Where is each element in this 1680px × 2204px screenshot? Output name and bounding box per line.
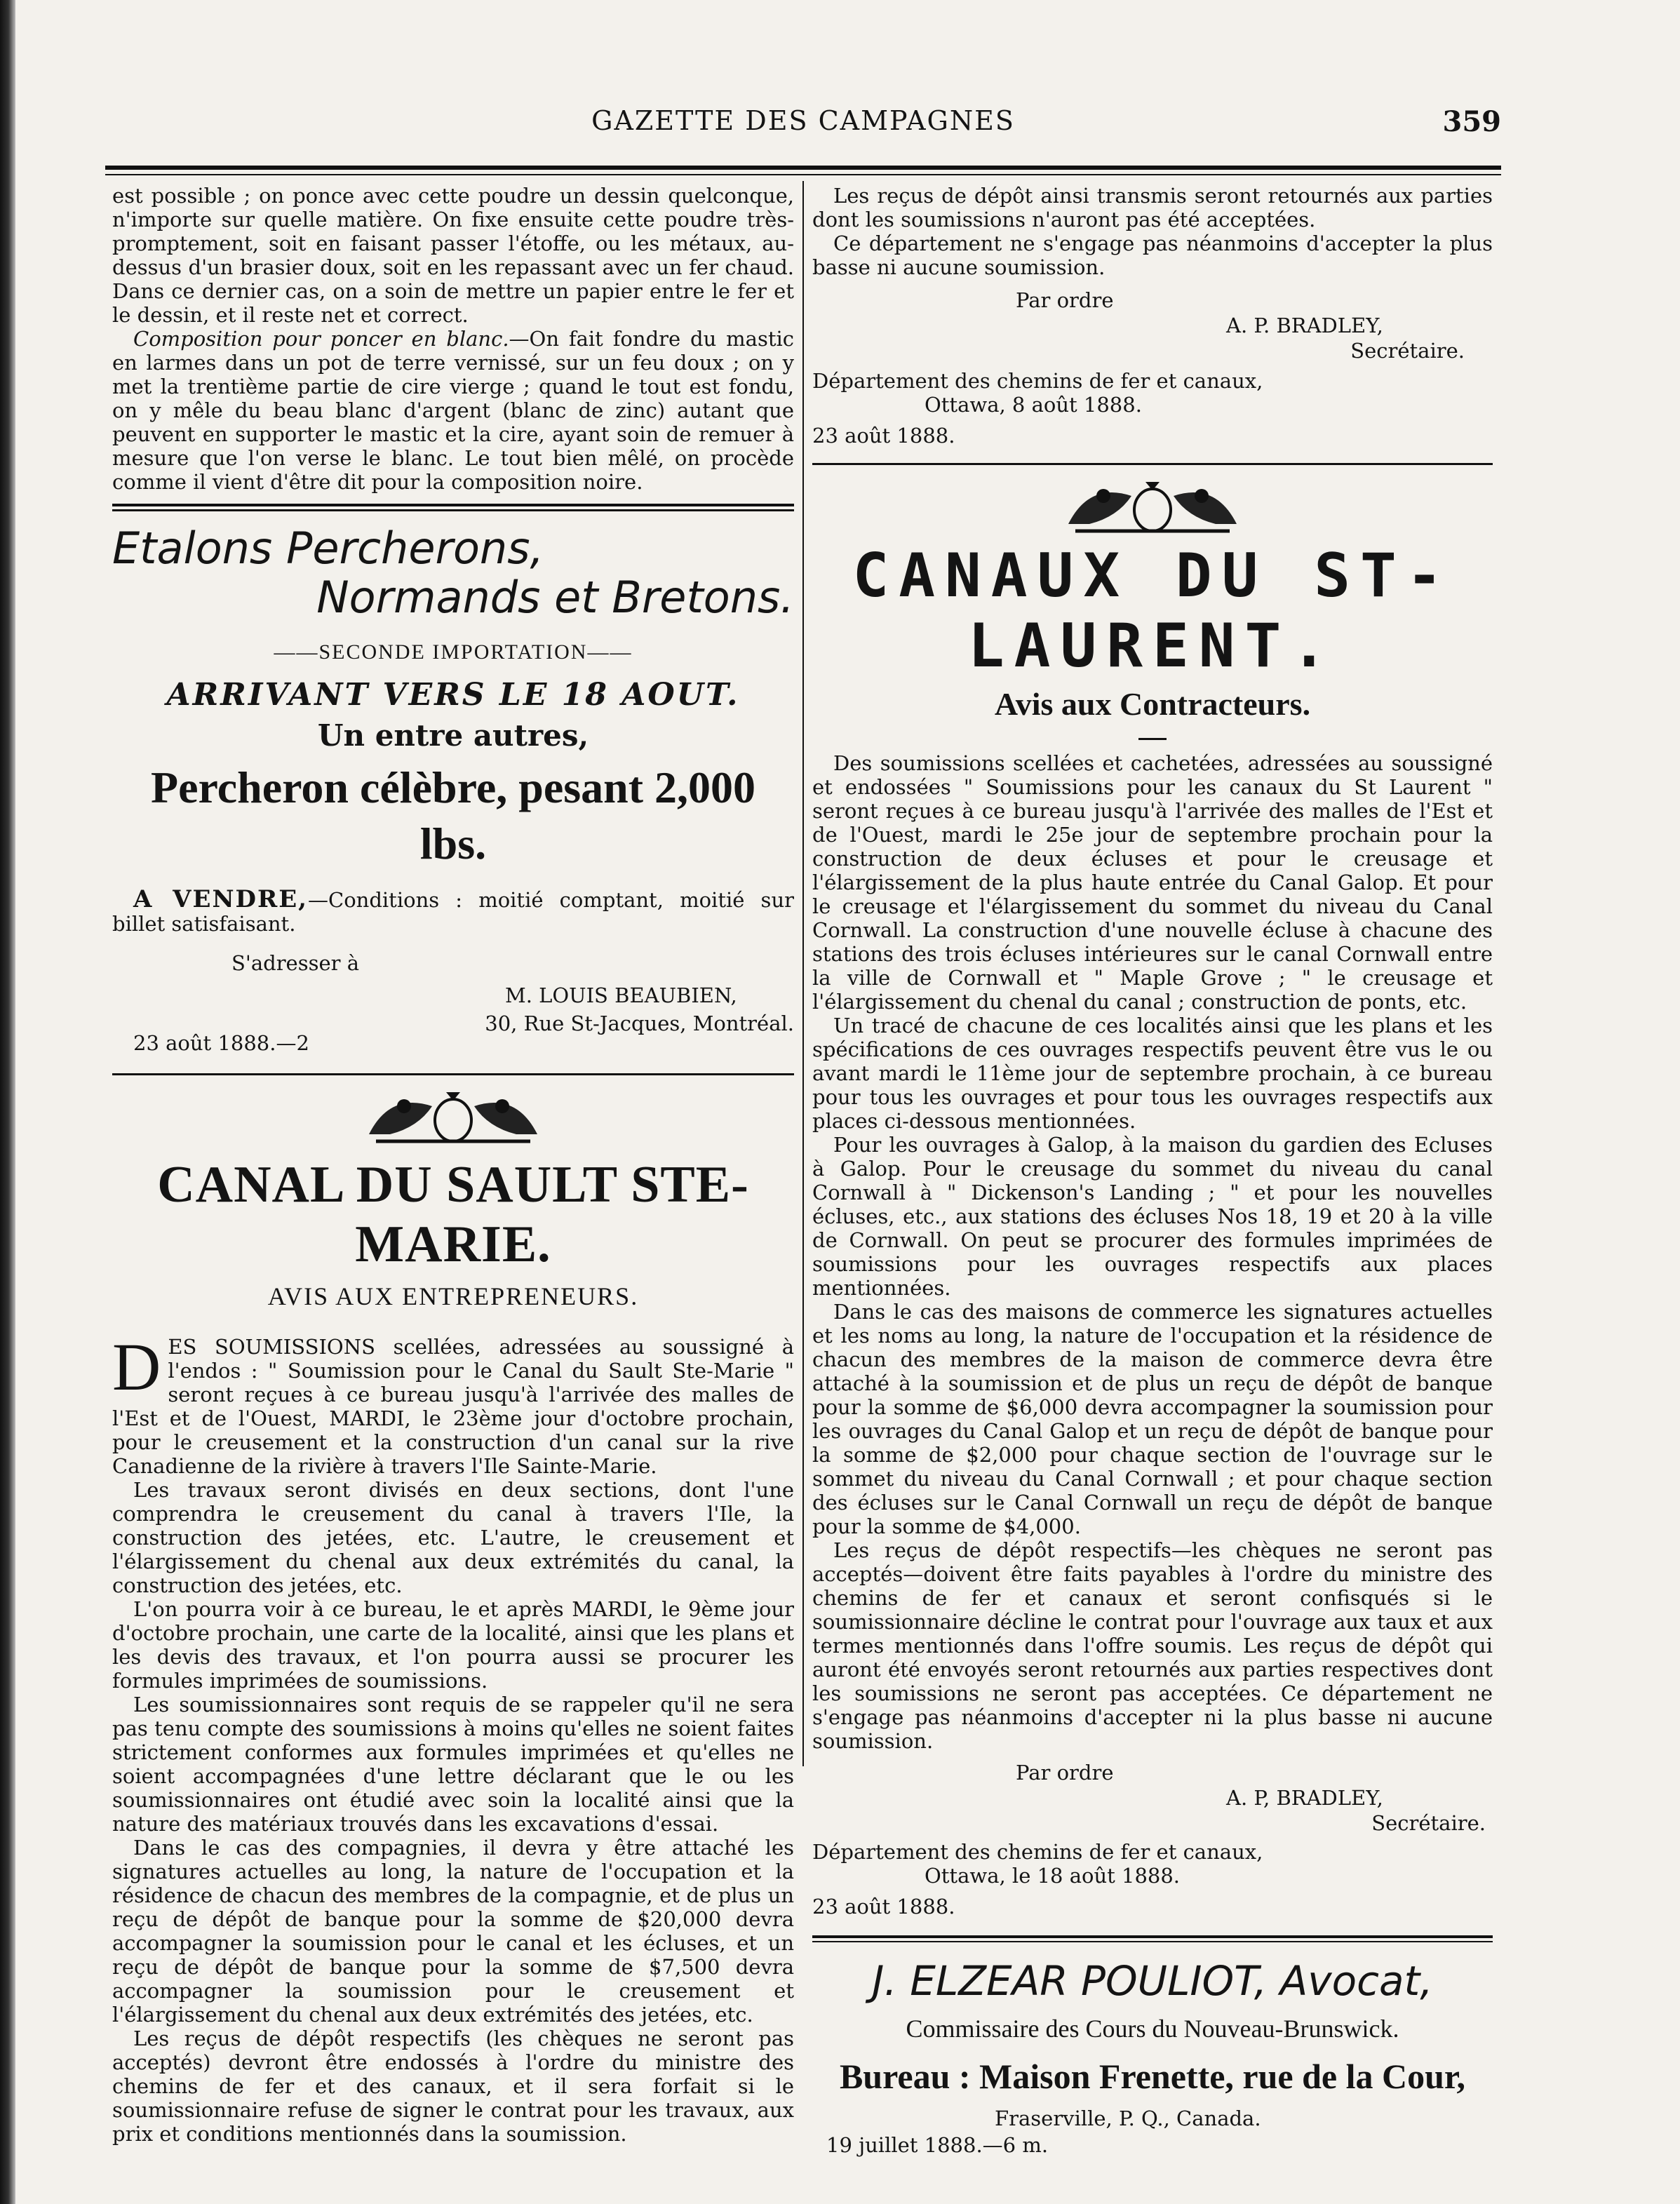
- section-rule-4-thin: [812, 1941, 1493, 1942]
- top-notice-par-ordre: Par ordre: [1016, 288, 1114, 312]
- top-notice-place-date: Ottawa, 8 août 1888.: [925, 393, 1142, 417]
- left-column: [112, 184, 794, 2204]
- canaux-paragraph-5: Les reçus de dépôt respectifs—les chèques ne seront pas acceptés—doivent être faits payables à l'ordre du ministre des chemins de fer et canaux et seront confisqués si le soumissionnaire décline le contrat pour l'ouvrage aux taux et aux termes mentionnés dans l'offre soumis. Les reçus de dépôt qui auront été envoyés seront retournés aux parties respectives dont les soumissions ne seront pas acceptées. Ce département ne s'engage pas néanmoins d'accepter ni la plus basse ni aucune soumission.: [812, 1538, 1493, 1753]
- canaux-par-ordre: Par ordre: [1016, 1761, 1114, 1785]
- pouliot-bureau: Bureau : Maison Frenette, rue de la Cour,: [839, 2057, 1466, 2096]
- canaux-short-rule: [1138, 738, 1167, 740]
- top-notice-paragraph-1: Les reçus de dépôt ainsi transmis seront retournés aux parties dont les soumissions n'auront pas été acceptées.: [812, 184, 1493, 231]
- canal-paragraph-4: Les soumissionnaires sont requis de se rappeler qu'il ne sera pas tenu compte des soumissions à moins qu'elles ne soient faites strictement conformes aux formules imprimées et qu'elles ne soient accompagnées d'une lettre déclarant que le ou les soumissionnaires ont étudié avec soin la localité ainsi que la nature des matériaux trouvés dans les excavations d'essai.: [112, 1693, 794, 1836]
- canaux-subtitle: Avis aux Contracteurs.: [994, 686, 1311, 722]
- etalons-date: 23 août 1888.—2: [133, 1031, 309, 1055]
- etalons-vendre: [112, 887, 794, 936]
- pouliot-title: J. ELZEAR POULIOT, Avocat,: [872, 1957, 1433, 2005]
- etalons-percheron: Percheron célèbre, pesant 2,000 lbs.: [150, 762, 756, 868]
- intro-article: [112, 184, 794, 494]
- top-notice-role: Secrétaire.: [1350, 339, 1465, 363]
- section-rule-4: [812, 1935, 1493, 1938]
- canal-paragraph-1: [112, 1329, 794, 1478]
- canaux-signer: A. P, BRADLEY,: [1226, 1786, 1383, 1810]
- intro-paragraph-2-lead: Composition pour poncer en blanc.: [133, 327, 509, 351]
- canal-paragraph-3: L'on pourra voir à ce bureau, le et après MARDI, le 9ème jour d'octobre prochain, une carte de la localité, ainsi que les plans et les devis des travaux, et l'on pourra aussi se procurer les formules imprimées de soumissions.: [112, 1597, 794, 1693]
- canaux-role: Secrétaire.: [1371, 1811, 1486, 1835]
- canaux-paragraph-2: Un tracé de chacune de ces localités ainsi que les plans et les spécifications de ces ouvrages respectifs peuvent être vus le ou avant mardi le 11ème jour de septembre prochain, à ce bureau pour tous les ouvrages et pour tous les ouvrages respectifs aux places ci-dessous mentionnées.: [812, 1014, 1493, 1133]
- canaux-date: 23 août 1888.: [812, 1895, 955, 1919]
- pouliot-commissaire: Commissaire des Cours du Nouveau-Brunswick.: [906, 2015, 1399, 2043]
- pouliot-date: 19 juillet 1888.—6 m.: [826, 2133, 1049, 2157]
- section-rule-2: [112, 1073, 794, 1075]
- canal-sault-advert: [112, 1085, 794, 2146]
- column-divider: [802, 181, 804, 1766]
- page-binding-edge: [0, 0, 15, 2204]
- top-notice-body: [812, 184, 1493, 279]
- etalons-name: M. LOUIS BEAUBIEN,: [505, 983, 737, 1007]
- canaux-body: [812, 751, 1493, 1753]
- canaux-paragraph-4: Dans le cas des maisons de commerce les signatures actuelles et les noms au long, la nature de l'occupation et la résidence de chacun des membres de la maison de commerce devra être attaché à la soumission et de plus un reçu de dépôt de banque pour la somme de $6,000 devra accompagner la soumission pour les ouvrages du Canal Galop et un reçu de dépôt de banque pour la somme de $2,000 pour chaque section de l'ouvrage sur le sommet du niveau du Canal Cornwall ; et pour chaque section des écluses sur le Canal Cornwall un reçu de dépôt de banque pour la somme de $4,000.: [812, 1300, 1493, 1538]
- etalons-arrivant: ARRIVANT VERS LE 18 AOUT.: [166, 677, 740, 713]
- section-rule-3: [812, 463, 1493, 465]
- canal-subtitle: AVIS AUX ENTREPRENEURS.: [267, 1282, 639, 1310]
- canaux-paragraph-3: Pour les ouvrages à Galop, à la maison du gardien des Ecluses à Galop. Pour le creusage du sommet du niveau du canal Cornwall à " Dickenson's Landing ; " et pour les nouvelles écluses, etc., aux stations des écluses Nos 18, 19 et 20 à la ville de Cornwall. On peut se procurer des formules imprimées de soumissions pour les ouvrages respectifs aux places mentionnées.: [812, 1133, 1493, 1300]
- royal-arms-emblem: [1047, 475, 1258, 538]
- etalons-vendre-lead: A VENDRE,: [133, 885, 309, 913]
- canal-paragraph-6: Les reçus de dépôt respectifs (les chèques ne seront pas acceptés) devront être endossés à l'ordre du ministre des chemins de fer et des canaux, et il sera forfait si le soumissionnaire refuse de signer le contrat pour les travaux, aux prix et conditions mentionnés dans la soumission.: [112, 2027, 794, 2146]
- canal-paragraph-2: Les travaux seront divisés en deux sections, dont l'une comprendra le creusement du canal à travers l'Ile, la construction des jetées, etc. L'autre, le creusement et l'élargissement du chenal aux deux extrémités du canal, la construction des jetées, etc.: [112, 1478, 794, 1597]
- top-notice-signer: A. P. BRADLEY,: [1226, 314, 1383, 337]
- etalons-seconde-importation: ——SECONDE IMPORTATION——: [274, 640, 633, 664]
- etalons-title-line2: Normands et Bretons.: [316, 572, 794, 623]
- canal-title: CANAL DU SAULT STE-MARIE.: [157, 1156, 749, 1273]
- etalons-entre-autres: Un entre autres,: [317, 718, 589, 753]
- page-header: [105, 105, 1501, 147]
- section-rule: [112, 504, 794, 506]
- top-notice-paragraph-2: Ce département ne s'engage pas néanmoins d'accepter la plus basse ni aucune soumission.: [812, 231, 1493, 279]
- royal-arms-emblem: [348, 1085, 558, 1148]
- etalons-title-line1: Etalons Percherons,: [112, 523, 544, 574]
- canal-paragraph-1-text: ES SOUMISSIONS scellées, adressées au soussigné à l'endos : " Soumission pour le Canal du Sault Ste-Marie " seront reçues à ce bureau jusqu'à l'arrivée des malles de l'Est et de l'Ouest, MARDI, le 23ème jour d'octobre prochain, pour le creusement et la construction d'un canal sur la rive Canadienne de la rivière à travers l'Ile Sainte-Marie.: [112, 1335, 794, 1478]
- canal-dropcap: D: [112, 1329, 161, 1404]
- bradley-notice-top: [812, 184, 1493, 448]
- etalons-vendre-text: —Conditions : moitié comptant, moitié sur billet satisfaisant.: [112, 888, 794, 936]
- etalons-advert: [112, 524, 794, 1055]
- pouliot-advert: [812, 1956, 1493, 2157]
- section-rule-thin: [112, 509, 794, 511]
- canaux-dept: Département des chemins de fer et canaux,: [812, 1840, 1263, 1864]
- etalons-adresser: S'adresser à: [231, 951, 360, 975]
- header-rule-thick: [105, 166, 1501, 170]
- pouliot-city: Fraserville, P. Q., Canada.: [995, 2106, 1261, 2130]
- page-number: 359: [1442, 105, 1501, 138]
- page-title: GAZETTE DES CAMPAGNES: [591, 105, 1015, 136]
- canal-paragraph-5: Dans le cas des compagnies, il devra y être attaché les signatures actuelles au long, la nature de l'occupation et la résidence de chacun des membres de la compagnie, et de plus un reçu de dépôt de banque pour la somme de $20,000 devra accompagner la soumission pour le canal et les écluses, et un reçu de dépôt de banque pour la somme de $7,500 devra accompagner la soumission pour le creusement et l'élargissement du chenal aux deux extrémités des jetées, etc.: [112, 1836, 794, 2027]
- top-notice-date: 23 août 1888.: [812, 424, 955, 448]
- canaux-st-laurent-advert: [812, 475, 1493, 1919]
- intro-paragraph-2: [112, 327, 794, 494]
- canaux-paragraph-1: Des soumissions scellées et cachetées, adressées au soussigné et endossées " Soumissions pour les canaux du St Laurent " seront reçues à ce bureau jusqu'à l'arrivée des malles de l'Est et de l'Ouest, mardi le 25e jour de septembre prochain pour la construction de deux écluses et pour le creusage et l'élargissement de la plus haute entrée du Canal Galop. Et pour le creusage et l'élargissement du sommet du niveau du Canal Cornwall. La construction d'une nouvelle écluse à chacune des stations des trois écluses intérieures sur le canal Cornwall entre la ville de Cornwall et " Maple Grove ; " le creusage et l'élargissement du chenal du canal ; construction de ponts, etc.: [812, 751, 1493, 1014]
- intro-paragraph-1: est possible ; on ponce avec cette poudre un dessin quelconque, n'importe sur quelle matière. On fixe ensuite cette poudre très-promptement, soit en faisant passer l'étoffe, ou les métaux, au-dessus d'un brasier doux, soit en les repassant avec un fer chaud. Dans ce dernier cas, on a soin de mettre un papier entre le fer et le dessin, et il reste net et correct.: [112, 184, 794, 327]
- etalons-address: 30, Rue St-Jacques, Montréal.: [485, 1012, 794, 1035]
- canal-body: [112, 1329, 794, 2146]
- right-column: [812, 184, 1493, 2204]
- intro-paragraph-2-text: —On fait fondre du mastic en larmes dans un pot de terre vernissé, sur un feu doux ; on y met la trentième partie de cire vierge ; quand le tout est fondu, on y mêle du beau blanc d'argent (blanc de zinc) autant que peuvent en supporter le mastic et la cire, ayant soin de remuer à mesure que l'on verse le blanc. Le tout bien mêlé, on procède comme il vient d'être dit pour la composition noire.: [112, 327, 794, 494]
- top-notice-dept: Département des chemins de fer et canaux,: [812, 369, 1263, 393]
- canaux-title: CANAUX DU ST-LAURENT.: [852, 541, 1453, 681]
- canaux-place-date: Ottawa, le 18 août 1888.: [925, 1864, 1181, 1888]
- header-rule-thin: [105, 174, 1501, 175]
